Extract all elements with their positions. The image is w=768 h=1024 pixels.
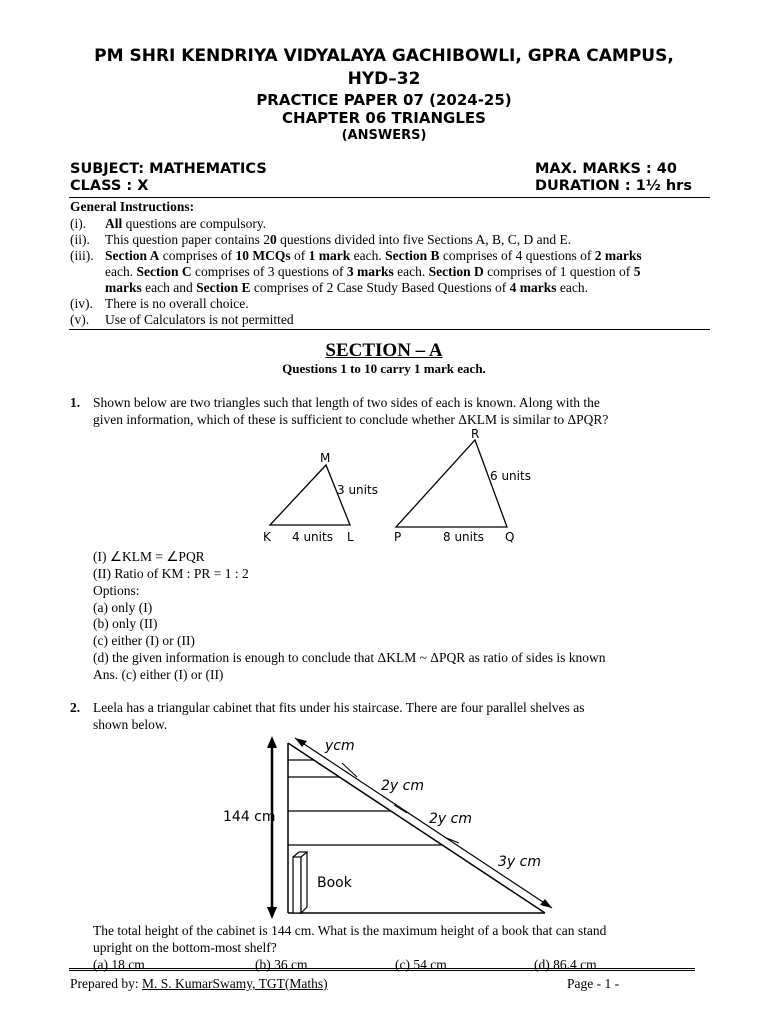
options-label: Options: (93, 583, 140, 598)
option-c: (c) 54 cm (395, 957, 447, 972)
footer-credit: Prepared by: M. S. KumarSwamy, TGT(Maths) (70, 976, 328, 991)
similar-triangles-figure (255, 425, 545, 550)
side-ml-label: 3 units (337, 483, 378, 497)
instruction-item-continued: marks each and Section E comprises of 2 Case Study Based Questions of 4 marks each. (105, 280, 588, 295)
vertex-p-label: P (394, 530, 402, 544)
class-label: CLASS : X (70, 178, 149, 194)
vertex-k-label: K (263, 530, 271, 544)
question-text-line: The total height of the cabinet is 144 cm. What is the maximum height of a book that can stand (93, 923, 607, 938)
question-text-line: Leela has a triangular cabinet that fits under his staircase. There are four parallel shelves as (93, 700, 585, 715)
subject-label: SUBJECT: MATHEMATICS (70, 161, 267, 177)
side-rq-label: 6 units (490, 469, 531, 483)
footer-divider (69, 968, 695, 973)
vertex-l-label: L (347, 530, 354, 544)
question-text-line: shown below. (93, 717, 168, 732)
side-kl-label: 4 units (292, 530, 333, 544)
answers-label: (ANSWERS) (341, 128, 427, 143)
answer-text: Ans. (c) either (I) or (II) (93, 667, 224, 682)
question-number: 1. (70, 395, 81, 410)
instruction-item: (i). All questions are compulsory. (70, 216, 267, 231)
instruction-item: (iv). There is no overall choice. (70, 296, 249, 311)
page-number: Page - 1 - (567, 976, 620, 991)
author-name: M. S. KumarSwamy, TGT(Maths) (141, 976, 328, 991)
instruction-item: (iii). Section A comprises of 10 MCQs of 1 mark each. Section B comprises of 4 questions of 2 marks (70, 248, 642, 263)
instruction-item: (v). Use of Calculators is not permitted (70, 312, 294, 327)
paper-title: PRACTICE PAPER 07 (2024-25) (256, 91, 512, 109)
instruction-item: (ii). This question paper contains 20 questions divided into five Sections A, B, C, D and E. (70, 232, 572, 247)
question-text-line: upright on the bottom-most shelf? (93, 940, 277, 955)
chapter-title: CHAPTER 06 TRIANGLES (282, 109, 486, 127)
segment-4-label: 3y cm (498, 854, 541, 870)
book-label: Book (317, 875, 352, 891)
option-b: (b) 36 cm (255, 957, 308, 972)
instruction-item-continued: each. Section C comprises of 3 questions of 3 marks each. Section D comprises of 1 question of 5 (105, 264, 641, 279)
question-number: 2. (70, 700, 81, 715)
option-d: (d) 86.4 cm (534, 957, 597, 972)
option-d: (d) the given information is enough to conclude that ΔKLM ~ ΔPQR as ratio of sides is known (93, 650, 606, 665)
vertex-q-label: Q (505, 530, 515, 544)
segment-2-label: 2y cm (381, 778, 424, 794)
segment-3-label: 2y cm (429, 811, 472, 827)
school-name-line1: PM SHRI KENDRIYA VIDYALAYA GACHIBOWLI, GPRA CAMPUS, (94, 46, 674, 66)
max-marks-label: MAX. MARKS : 40 (535, 161, 677, 177)
section-subtitle: Questions 1 to 10 carry 1 mark each. (282, 361, 486, 376)
option-b: (b) only (II) (93, 616, 158, 631)
question-text-line: Shown below are two triangles such that length of two sides of each is known. Along with the (93, 395, 600, 410)
option-a: (a) only (I) (93, 600, 153, 615)
vertex-m-label: M (320, 451, 331, 465)
segment-1-label: ycm (325, 738, 355, 754)
statement-2: (II) Ratio of KM : PR = 1 : 2 (93, 566, 249, 581)
instructions-heading: General Instructions: (70, 199, 195, 214)
section-title: SECTION – A (325, 340, 443, 361)
option-c: (c) either (I) or (II) (93, 633, 195, 648)
book-icon (293, 857, 301, 913)
statement-1: (I) ∠KLM = ∠PQR (93, 549, 205, 564)
side-pq-label: 8 units (443, 530, 484, 544)
instructions-divider (69, 329, 710, 330)
triangle-pqr (396, 440, 507, 527)
option-a: (a) 18 cm (93, 957, 145, 972)
school-name-line2: HYD–32 (347, 69, 421, 89)
vertex-r-label: R (471, 427, 480, 441)
cabinet-figure (215, 733, 560, 923)
question-text-line: given information, which of these is sufficient to conclude whether ΔKLM is similar to ΔPQR? (93, 412, 609, 427)
header-divider (69, 197, 710, 198)
duration-label: DURATION : 1½ hrs (535, 178, 692, 194)
height-label: 144 cm (223, 809, 276, 825)
